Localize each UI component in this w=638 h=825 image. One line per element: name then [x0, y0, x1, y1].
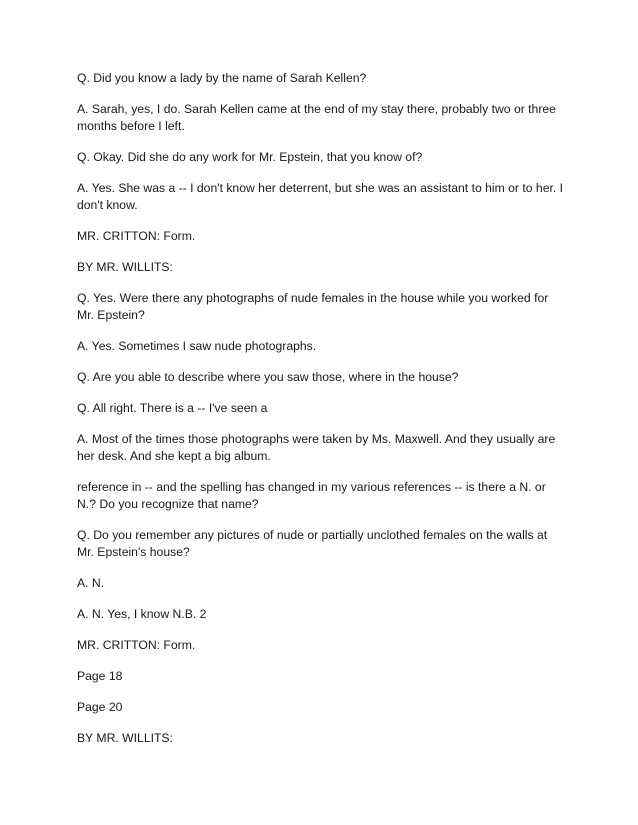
transcript-paragraph: BY MR. WILLITS:	[77, 731, 173, 745]
transcript-paragraph: A. N. Yes, I know N.B. 2	[77, 607, 207, 621]
transcript-paragraph: Q. All right. There is a -- I've seen a	[77, 401, 268, 415]
transcript-paragraph: Q. Are you able to describe where you saw those, where in the house?	[77, 370, 459, 384]
transcript-paragraph: A. Yes. Sometimes I saw nude photographs.	[77, 339, 317, 353]
transcript-paragraph: Q. Do you remember any pictures of nude or partially unclothed females on the walls at Mr. Epstein's house?	[77, 528, 548, 559]
transcript-paragraph: Q. Okay. Did she do any work for Mr. Epstein, that you know of?	[77, 150, 423, 164]
page-number-label: Page 20	[77, 700, 123, 714]
transcript-paragraph: MR. CRITTON: Form.	[77, 229, 196, 243]
transcript-paragraph: BY MR. WILLITS:	[77, 260, 173, 274]
transcript-paragraph: Q. Did you know a lady by the name of Sarah Kellen?	[77, 71, 367, 85]
transcript-paragraph: A. Sarah, yes, I do. Sarah Kellen came at the end of my stay there, probably two or three months before I left.	[77, 102, 556, 133]
transcript-paragraph: MR. CRITTON: Form.	[77, 638, 196, 652]
transcript-paragraph: reference in -- and the spelling has changed in my various references -- is there a N. or N.? Do you recognize that name?	[77, 480, 546, 511]
transcript-paragraph: A. Most of the times those photographs were taken by Ms. Maxwell. And they usually are her desk. And she kept a big album.	[77, 432, 556, 463]
transcript-paragraph: A. N.	[77, 576, 105, 590]
transcript-body	[77, 70, 567, 761]
transcript-paragraph: A. Yes. She was a -- I don't know her deterrent, but she was an assistant to him or to her. I don't know.	[77, 181, 564, 212]
page-number-label: Page 18	[77, 669, 123, 683]
transcript-paragraph: Q. Yes. Were there any photographs of nude females in the house while you worked for Mr. Epstein?	[77, 291, 549, 322]
